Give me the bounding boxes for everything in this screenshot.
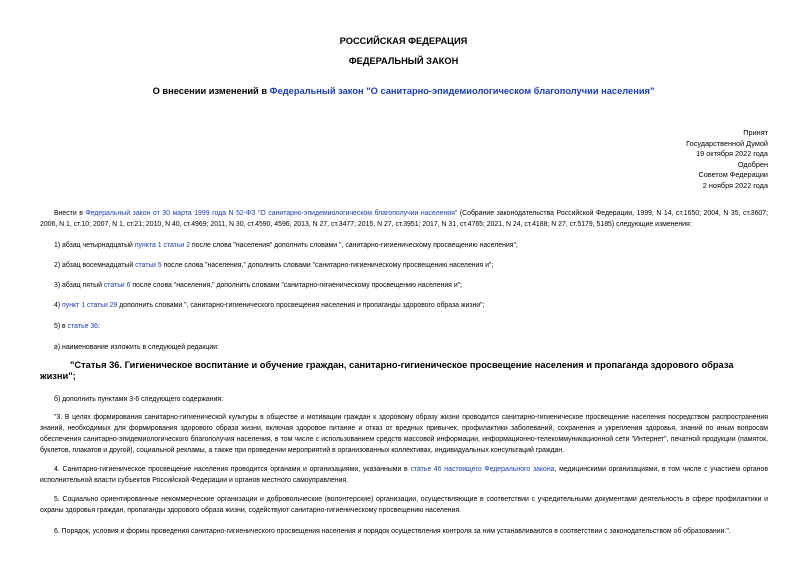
intro-paragraph [40,208,768,230]
item-text: 4) [54,302,63,309]
article-2-link[interactable]: пункта 1 статьи 2 [134,242,191,249]
adoption-line: Советом Федерации [698,170,768,180]
article-36-link[interactable]: статье 36 [67,323,98,330]
item-text: , медицинскими организациями, в том числе с участием органов исполнительной власти субъектов Российской Федерации и органов местного самоуправления. [40,466,768,484]
title-law-link[interactable]: Федеральный закон "О санитарно-эпидемиологическом благополучии населения" [269,86,655,96]
amendment-item-4 [40,300,768,311]
new-point-4 [40,464,768,486]
item-text: после слова "населения," дополнить словами "санитарно-гигиеническому просвещению населения и"; [161,262,494,269]
article-6-link[interactable]: статьи 6 [103,282,131,289]
amendment-item-5 [40,321,768,332]
article-29-link[interactable]: пункт 1 статьи 29 [62,302,118,309]
article-46-link[interactable]: статье 46 настоящего Федерального закона [410,466,555,473]
new-point-5: 5. Социально ориентированные некоммерческие организации и добровольческие (волонтерские) организации, осуществляющие в соответствии с учредительными документами деятельность в сфере профилактики и охраны здоровья граждан, пропаганды здорового образа жизни, содействуют санитарно-гигиеническому просвещению населения. [40,496,768,514]
item-text: : [98,323,100,330]
law-type-heading: ФЕДЕРАЛЬНЫЙ ЗАКОН [348,56,459,66]
adoption-line: 2 ноября 2022 года [702,180,768,190]
article-5-link[interactable]: статьи 5 [135,262,162,269]
intro-pre: Внести в [54,210,86,217]
subitem-b: б) дополнить пунктами 3-6 следующего содержания: [54,396,224,403]
country-heading: РОССИЙСКАЯ ФЕДЕРАЦИЯ [339,36,468,46]
amendment-item-1 [40,240,768,251]
item-text: после слова "населения" дополнить словами ", санитарно-гигиеническому просвещению населения"; [190,242,518,249]
law-title [0,86,807,96]
item-text: 3) абзац пятый [54,282,104,289]
adoption-line: Государственной Думой [686,138,768,148]
adoption-line: 19 октября 2022 года [696,149,768,159]
intro-law-link[interactable]: Федеральный закон от 30 марта 1999 года N 52-ФЗ "О санитарно-эпидемиологическом благополучии населения" [85,210,458,217]
article-36-new-title: "Статья 36. Гигиеническое воспитание и обучение граждан, санитарно-гигиеническое просвещение населения и пропаганда здорового образа жизни"; [40,360,734,381]
amendment-item-3 [40,280,768,291]
item-text: 5) в [54,323,68,330]
intro-post: (Собрание законодательства Российской Федерации, 1999, N 14, ст.1650; 2004, N 35, ст.3607; 2006, N 1, ст.10; 2007, N 1, ст.21; 2010, N 40, ст.4969; 2011, N 30, ст.4590, 4596; 2013, N 27, ст.3477; 2015, N 27, ст.3951; 2017, N 31, ст.4765; 2021, N 24, ст.4188; N 27, ст.5179, 5185) следующие изменения: [40,210,768,228]
adoption-line: Одобрен [737,159,768,169]
new-point-6: 6. Порядок, условия и формы проведения санитарно-гигиенического просвещения населения и порядок осуществления контроля за ним устанавливаются в соответствии с законодательством об образовании.". [54,528,731,535]
subitem-a: а) наименование изложить в следующей редакции: [54,344,219,351]
amendment-item-2 [40,260,768,271]
adoption-line: Принят [743,128,768,137]
item-text: 2) абзац восемнадцатый [54,262,136,269]
item-text: 4. Санитарно-гигиеническое просвещение населения проводится органами и организациями, указанными в [54,466,411,473]
adoption-block [686,128,768,192]
item-text: 1) абзац четырнадцатый [54,242,135,249]
item-text: дополнить словами ", санитарно-гигиенического просвещения населения и пропаганды здорового образа жизни"; [117,302,485,309]
item-text: после слова "населения," дополнить словами "санитарно-гигиеническому просвещению населения и"; [130,282,463,289]
title-prefix: О внесении изменений в [152,86,270,96]
new-point-3: "3. В целях формирования санитарно-гигиенической культуры в обществе и мотивации граждан к здоровому образу жизни проводится санитарно-гигиеническое просвещение населения посредством распространения знаний, необходимых для формирования здорового образа жизни, включая здоровое питание и отказ от вредных привычек, профилактики заболеваний, сохранения и укрепления здоровья, знаний по иным вопросам обеспечения санитарно-эпидемиологического благополучия населения, в том числе с использованием средств массовой информации, информационно-телекоммуникационной сети "Интернет", печатной продукции (памяток, буклетов, плакатов и другой), социальной рекламы, а также при проведении мероприятий в организованных коллективах, индивидуальных консультаций граждан. [40,414,768,454]
